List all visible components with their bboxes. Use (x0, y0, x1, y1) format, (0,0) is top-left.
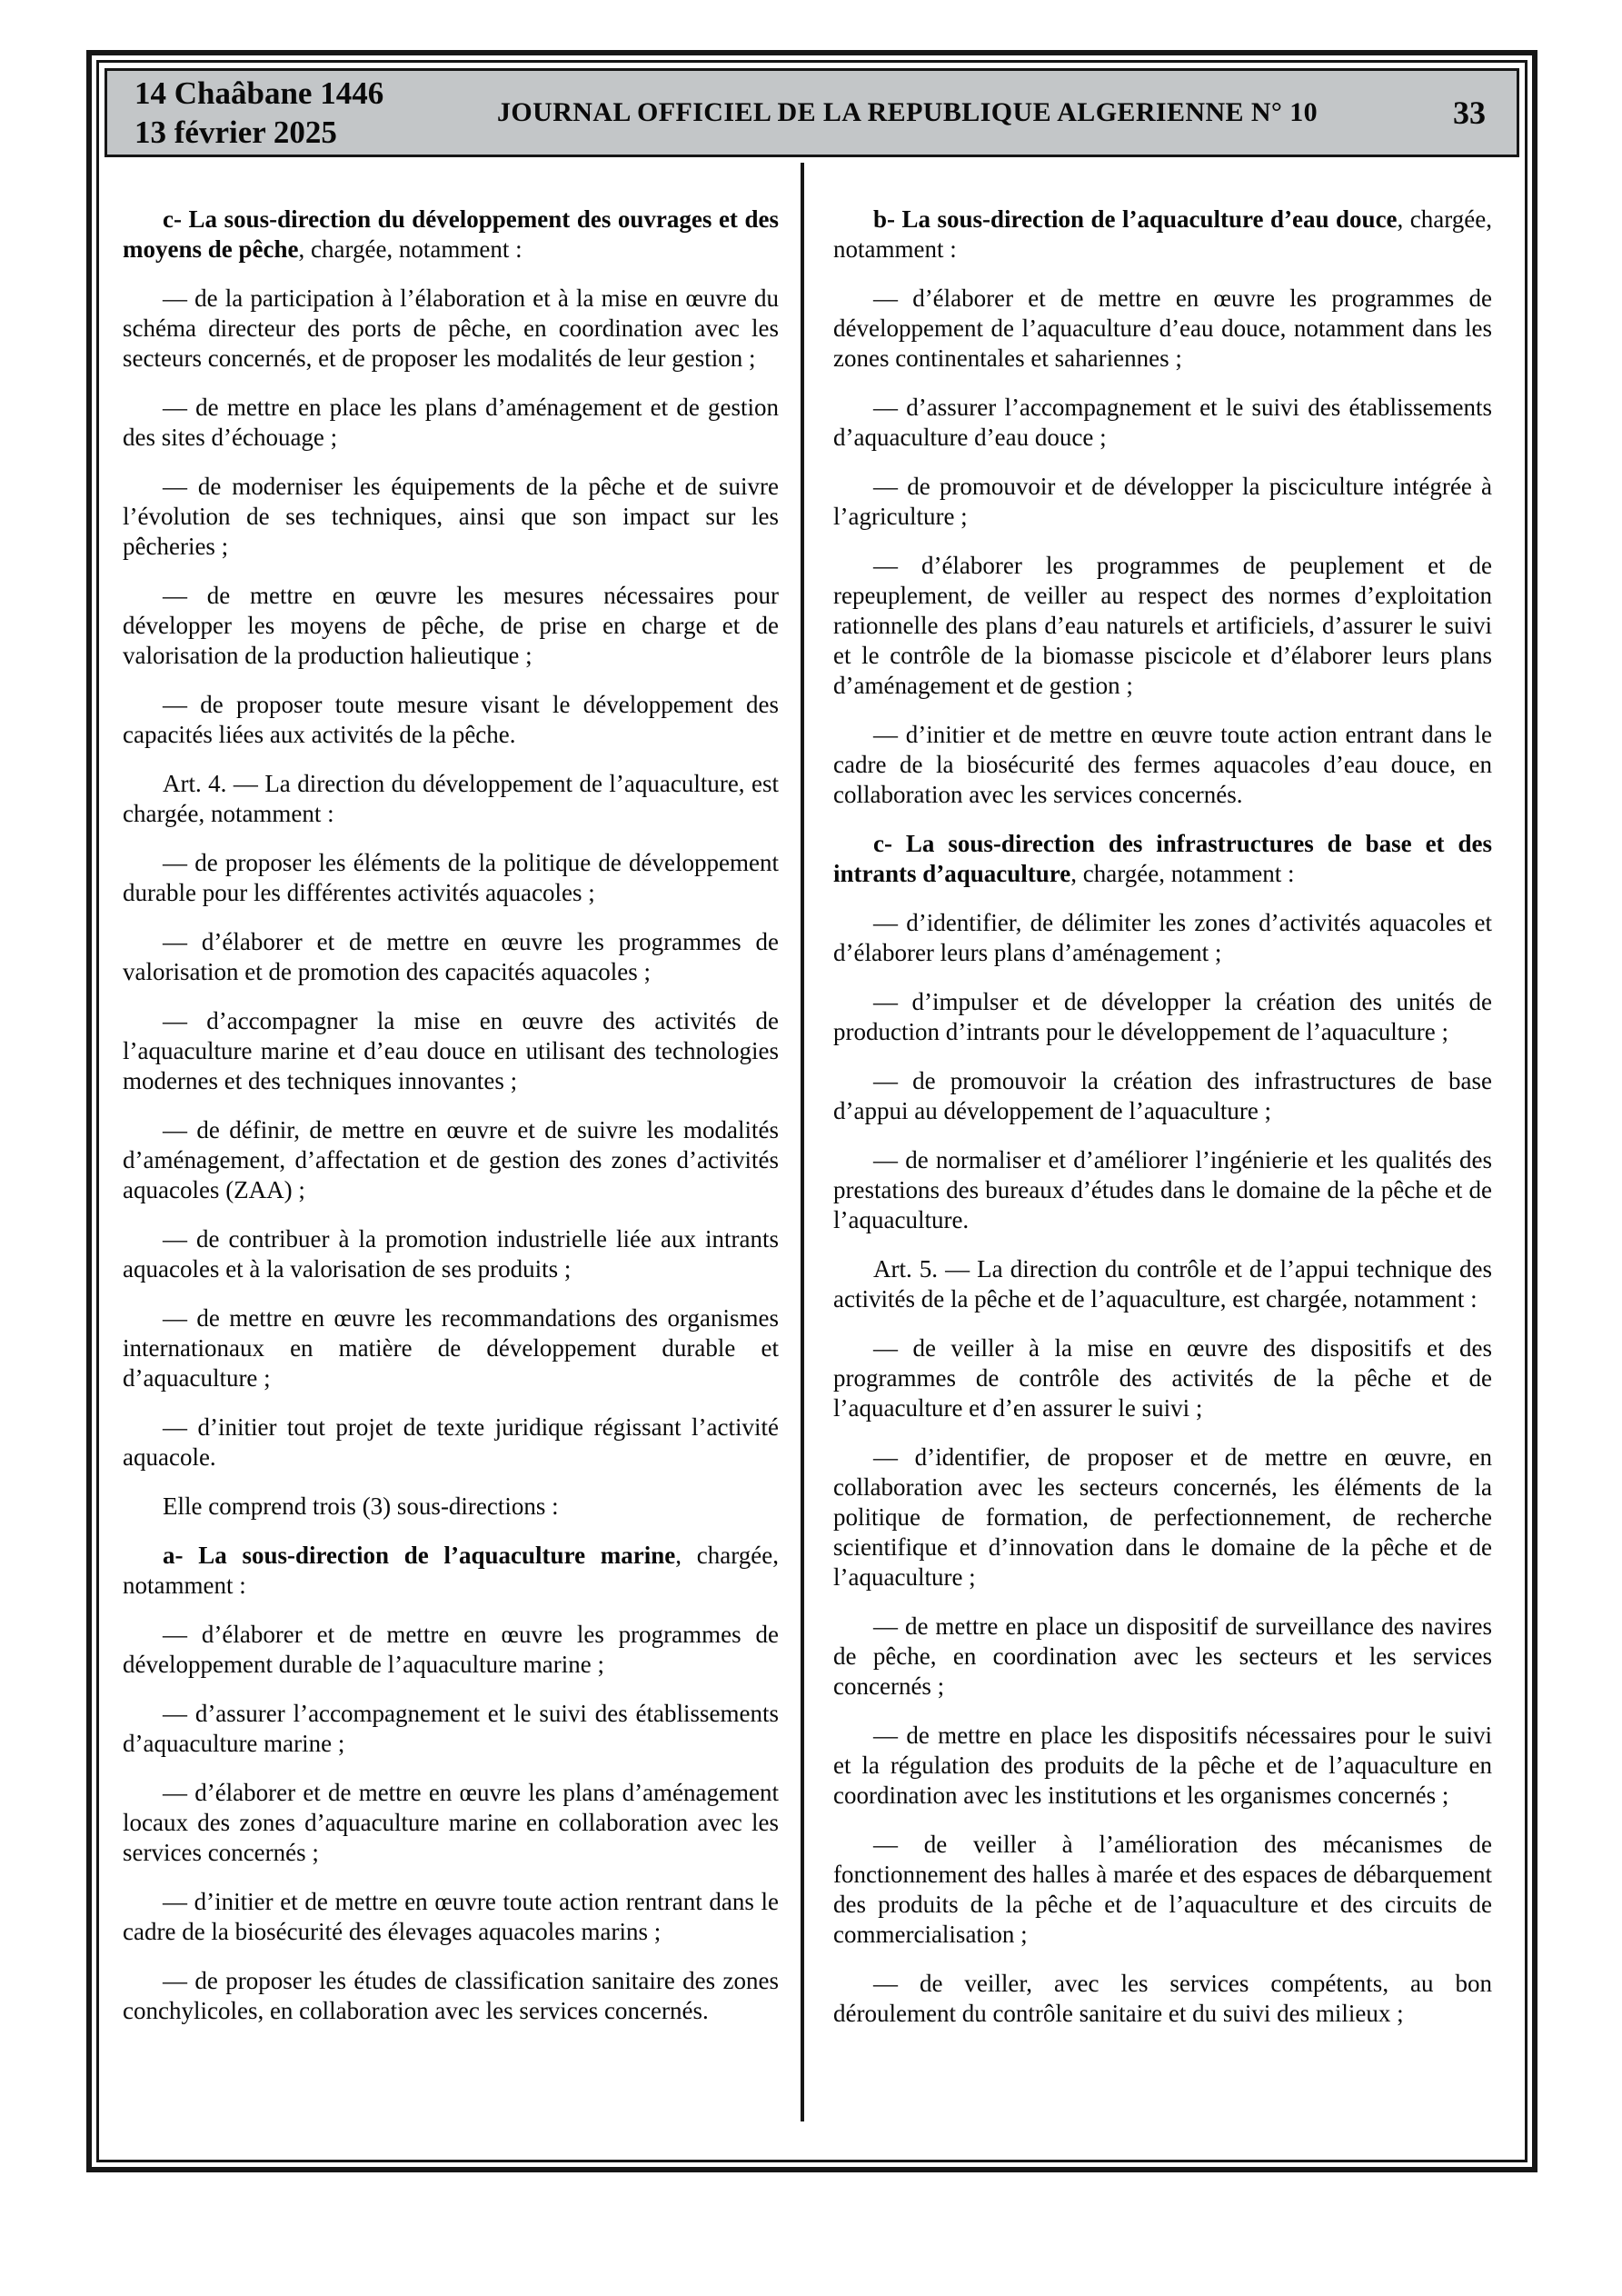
paragraph (833, 205, 1492, 265)
paragraph (123, 1966, 779, 2026)
gregorian-date: 13 février 2025 (134, 115, 337, 150)
column-left (99, 163, 801, 2160)
paragraph (833, 1145, 1492, 1235)
paragraph-heading-segment: c- La sous-direction des infrastructures de base et des intrants d’aquaculture (833, 830, 1492, 887)
text-segment: Elle comprend trois (3) sous-directions : (163, 1492, 559, 1520)
text-segment: — de veiller, avec les services compétents, au bon déroulement du contrôle sanitaire et du suivi des milieux ; (833, 1970, 1492, 2027)
text-segment: — d’élaborer et de mettre en œuvre les plans d’aménagement locaux des zones d’aquaculture marine en collaboration avec les services concernés ; (123, 1779, 779, 1866)
text-segment: — d’élaborer et de mettre en œuvre les programmes de développement de l’aquaculture d’eau douce, notamment dans les zones continentales et sahariennes ; (833, 285, 1492, 372)
paragraph (123, 1413, 779, 1472)
text-segment: — de mettre en œuvre les mesures nécessaires pour développer les moyens de pêche, de prise en charge et de valorisation de la production halieutique ; (123, 582, 779, 669)
text-columns (99, 163, 1525, 2160)
paragraph (123, 1541, 779, 1601)
page-inner-frame (96, 60, 1527, 2162)
paragraph (833, 551, 1492, 701)
text-segment: — de promouvoir la création des infrastructures de base d’appui au développement de l’aquaculture ; (833, 1067, 1492, 1124)
paragraph (123, 769, 779, 829)
paragraph (833, 1721, 1492, 1811)
text-segment: Art. 5. — La direction du contrôle et de l’appui technique des activités de la pêche et de l’aquaculture, est chargée, notamment : (833, 1255, 1492, 1313)
text-segment: — d’identifier, de délimiter les zones d’activités aquacoles et d’élaborer leurs plans d’aménagement ; (833, 909, 1492, 966)
text-segment: , chargée, notamment : (833, 205, 1492, 263)
text-segment: — d’élaborer et de mettre en œuvre les programmes de développement durable de l’aquaculture marine ; (123, 1621, 779, 1678)
paragraph (123, 1224, 779, 1284)
text-segment: , chargée, notamment : (1070, 860, 1295, 887)
text-segment: — de proposer les études de classification sanitaire des zones conchylicoles, en collaboration avec les services concernés. (123, 1967, 779, 2024)
paragraph (833, 1254, 1492, 1314)
paragraph-heading-segment: a- La sous-direction de l’aquaculture marine (163, 1542, 676, 1569)
paragraph (833, 908, 1492, 968)
paragraph (833, 393, 1492, 453)
paragraph (833, 1333, 1492, 1423)
text-segment: — d’élaborer et de mettre en œuvre les programmes de valorisation et de promotion des capacités aquacoles ; (123, 928, 779, 985)
paragraph-heading-segment: b- La sous-direction de l’aquaculture d’eau douce (873, 205, 1398, 233)
text-segment: — de proposer les éléments de la politique de développement durable pour les différentes activités aquacoles ; (123, 849, 779, 906)
text-segment: — d’assurer l’accompagnement et le suivi des établissements d’aquaculture marine ; (123, 1700, 779, 1757)
paragraph (123, 284, 779, 374)
text-segment: — de définir, de mettre en œuvre et de suivre les modalités d’aménagement, d’affectation et de gestion des zones d’activités aquacoles (ZAA) ; (123, 1116, 779, 1203)
journal-page (86, 50, 1537, 2172)
text-segment: Art. 4. — La direction du développement de l’aquaculture, est chargée, notamment : (123, 770, 779, 827)
paragraph (123, 581, 779, 671)
paragraph (123, 1006, 779, 1096)
text-segment: — de mettre en place un dispositif de surveillance des navires de pêche, en coordination avec les secteurs et les services concernés ; (833, 1612, 1492, 1700)
paragraph (833, 1066, 1492, 1126)
paragraph (123, 1115, 779, 1205)
header-band (104, 68, 1519, 157)
text-segment: — de mettre en place les dispositifs nécessaires pour le suivi et la régulation des produits de la pêche et de l’aquaculture en coordination avec les institutions et les organismes concernés ; (833, 1722, 1492, 1809)
paragraph (833, 720, 1492, 810)
paragraph (123, 1303, 779, 1393)
text-segment: — de normaliser et d’améliorer l’ingénierie et les qualités des prestations des bureaux d’études dans le domaine de la pêche et de l’aquaculture. (833, 1146, 1492, 1233)
text-segment: — de veiller à l’amélioration des mécanismes de fonctionnement des halles à marée et des espaces de débarquement des produits de la pêche et de l’aquaculture et des circuits de commercialisation ; (833, 1831, 1492, 1948)
paragraph (833, 829, 1492, 889)
text-segment: — de moderniser les équipements de la pêche et de suivre l’évolution de ses techniques, ainsi que son impact sur les pêcheries ; (123, 473, 779, 560)
paragraph (833, 472, 1492, 532)
text-segment: — de proposer toute mesure visant le développement des capacités liées aux activités de la pêche. (123, 691, 779, 748)
text-segment: — d’initier et de mettre en œuvre toute action entrant dans le cadre de la biosécurité des fermes aquacoles d’eau douce, en collaboration avec les services concernés. (833, 721, 1492, 808)
column-right (804, 163, 1525, 2160)
paragraph (123, 1699, 779, 1759)
paragraph (833, 1830, 1492, 1950)
text-segment: — d’initier et de mettre en œuvre toute action rentrant dans le cadre de la biosécurité des élevages aquacoles marins ; (123, 1888, 779, 1945)
text-segment: — d’identifier, de proposer et de mettre en œuvre, en collaboration avec les secteurs concernés, les éléments de la politique de formation, de perfectionnement, de recherche scientifique et d’innovation dans le domaine de la pêche et de l’aquaculture ; (833, 1443, 1492, 1591)
text-segment: — d’impulser et de développer la création des unités de production d’intrants pour le développement de l’aquaculture ; (833, 988, 1492, 1045)
paragraph (833, 284, 1492, 374)
text-segment: , chargée, notamment : (298, 235, 522, 263)
text-segment: — d’initier tout projet de texte juridique régissant l’activité aquacole. (123, 1413, 779, 1471)
paragraph (123, 205, 779, 265)
page-number: 33 (1453, 95, 1486, 131)
text-segment: — de la participation à l’élaboration et à la mise en œuvre du schéma directeur des ports de pêche, en coordination avec les secteurs concernés, et de proposer les modalités de leur gestion ; (123, 285, 779, 372)
text-segment: — de mettre en place les plans d’aménagement et de gestion des sites d’échouage ; (123, 394, 779, 451)
paragraph (833, 1612, 1492, 1702)
paragraph (123, 1492, 779, 1522)
header-dates (107, 74, 383, 153)
paragraph (123, 690, 779, 750)
text-segment: — de mettre en œuvre les recommandations des organismes internationaux en matière de développement durable et d’aquaculture ; (123, 1304, 779, 1392)
paragraph (123, 1778, 779, 1868)
hijri-date: 14 Chaâbane 1446 (134, 75, 384, 111)
text-segment: — d’élaborer les programmes de peuplement et de repeuplement, de veiller au respect des normes d’exploitation rationnelle des plans d’eau naturels et artificiels, d’assurer le suivi et le contrôle de la biomasse piscicole et d’élaborer leurs plans d’aménagement et de gestion ; (833, 552, 1492, 699)
text-segment: — d’assurer l’accompagnement et le suivi des établissements d’aquaculture d’eau douce ; (833, 394, 1492, 451)
journal-title: JOURNAL OFFICIEL DE LA REPUBLIQUE ALGERIENNE N° 10 (497, 97, 1318, 127)
text-segment: — d’accompagner la mise en œuvre des activités de l’aquaculture marine et d’eau douce en utilisant des technologies modernes et des techniques innovantes ; (123, 1007, 779, 1094)
paragraph (123, 472, 779, 562)
paragraph (123, 1620, 779, 1680)
paragraph (833, 1442, 1492, 1592)
paragraph-heading-segment: c- La sous-direction du développement des ouvrages et des moyens de pêche (123, 205, 779, 263)
paragraph (123, 1887, 779, 1947)
text-segment: — de contribuer à la promotion industrielle liée aux intrants aquacoles et à la valorisation de ses produits ; (123, 1225, 779, 1283)
text-segment: — de promouvoir et de développer la pisciculture intégrée à l’agriculture ; (833, 473, 1492, 530)
paragraph (123, 393, 779, 453)
paragraph (123, 927, 779, 987)
paragraph (833, 1969, 1492, 2029)
paragraph (833, 987, 1492, 1047)
text-segment: — de veiller à la mise en œuvre des dispositifs et des programmes de contrôle des activités de la pêche et de l’aquaculture et d’en assurer le suivi ; (833, 1334, 1492, 1422)
text-segment: , chargée, notamment : (123, 1542, 779, 1599)
paragraph (123, 848, 779, 908)
